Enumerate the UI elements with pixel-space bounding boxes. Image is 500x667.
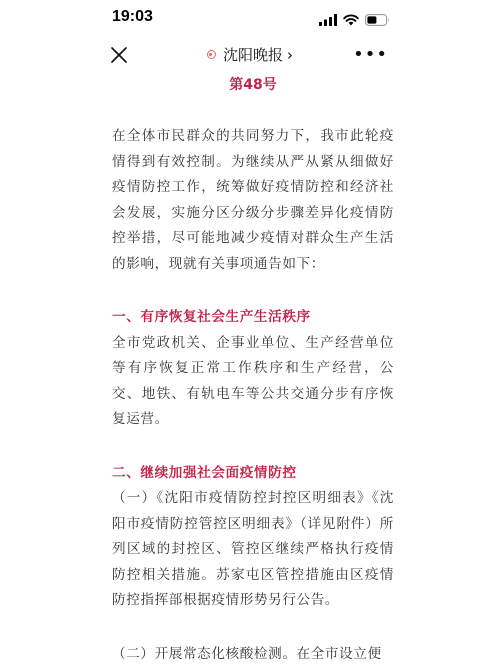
section-1-paragraph: 全市党政机关、企事业单位、生产经营单位等有序恢复正常工作秩序和生产经营，公交、地铁、有轨电车等公共交通分步有序恢复运营。 xyxy=(112,334,394,427)
issue-number: 第48号 xyxy=(229,77,277,93)
spacer xyxy=(112,614,394,642)
live-dot-icon xyxy=(207,50,216,59)
status-bar xyxy=(0,0,500,40)
status-icons xyxy=(319,11,390,30)
section-2-item-2: （二）开展常态化核酸检测。在全市设立便 xyxy=(112,645,382,662)
section-2-paragraph: （一）《沈阳市疫情防控封控区明细表》《沈阳市疫情防控管控区明细表》（详见附件）所列区域的封控区、管控区继续严格执行疫情防控相关措施。苏家屯区管控措施由区疫情防控指挥部根据疫情形势另行公告。 xyxy=(112,490,394,608)
signal-bars-icon xyxy=(319,11,337,30)
spacer xyxy=(112,96,394,124)
intro-paragraph: 在全体市民群众的共同努力下，我市此轮疫情得到有效控制。为继续从严从紧从细做好疫情防控工作，统筹做好疫情防控和经济社会发展，实施分区分级分步骤差异化疫情防控举措，尽可能地减少疫情对群众生产生活的影响，现就有关事项通告如下： xyxy=(112,128,394,272)
spacer xyxy=(112,277,394,305)
section-1-heading: 一、有序恢复社会生产生活秩序 xyxy=(112,309,311,325)
wifi-icon xyxy=(343,11,359,30)
article-body xyxy=(112,72,394,667)
spacer xyxy=(112,433,394,461)
more-dots-icon[interactable]: ••• xyxy=(353,44,388,65)
battery-icon xyxy=(365,11,390,30)
nav-bar xyxy=(0,40,500,70)
account-name-link[interactable] xyxy=(0,44,500,65)
section-2-heading: 二、继续加强社会面疫情防控 xyxy=(112,464,297,481)
account-name: 沈阳晚报 xyxy=(222,46,283,64)
status-time: 19:03 xyxy=(112,8,153,25)
chevron-right-icon: › xyxy=(287,45,293,64)
